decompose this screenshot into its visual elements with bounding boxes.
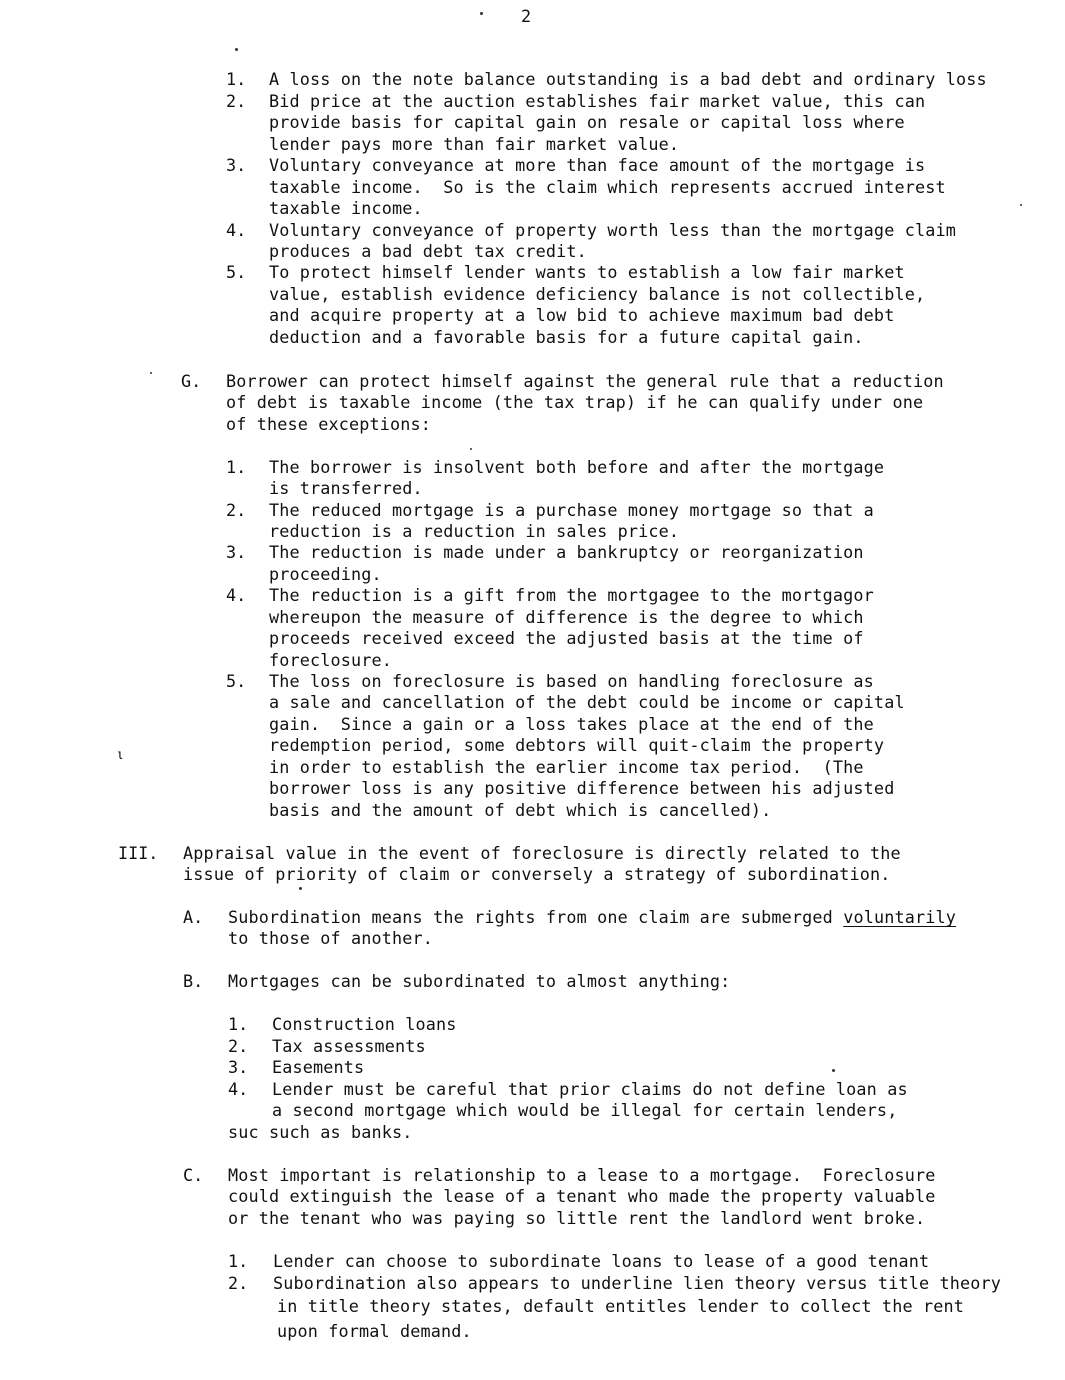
list-item-line: Easements	[272, 1057, 365, 1077]
paragraph-line: or the tenant who was paying so little rent the landlord went broke.	[228, 1208, 926, 1228]
list-item-number: 2.	[228, 1036, 249, 1056]
list-item-line: basis and the amount of debt which is cancelled).	[269, 800, 772, 820]
list-item-line: The reduced mortgage is a purchase money mortgage so that a	[269, 500, 874, 520]
scan-speck	[470, 448, 472, 450]
list-item-line: redemption period, some debtors will quit-claim the property	[269, 735, 885, 755]
list-item-number: 3.	[226, 542, 247, 562]
list-item-number: 3.	[228, 1057, 249, 1077]
list-item-line: The loss on foreclosure is based on handling foreclosure as	[269, 671, 874, 691]
list-item-number: 5.	[226, 262, 247, 282]
list-item-number: 2.	[226, 91, 247, 111]
section-letter: G.	[181, 371, 202, 391]
list-item-line: is transferred.	[269, 478, 423, 498]
list-item-number: 4.	[226, 220, 247, 240]
section-letter: A.	[183, 907, 204, 927]
list-item-line: The reduction is made under a bankruptcy or reorganization	[269, 542, 864, 562]
paragraph-line: Borrower can protect himself against the general rule that a reduction	[226, 371, 944, 391]
paragraph-text: Subordination means the rights from one claim are submerged	[228, 907, 844, 927]
underlined-word: voluntarily	[843, 907, 956, 927]
list-item-line: a sale and cancellation of the debt could be income or capital	[269, 692, 905, 712]
page-number: 2	[521, 6, 532, 26]
scan-speck	[832, 1069, 835, 1072]
list-item-line: reduction is a reduction in sales price.	[269, 521, 680, 541]
list-item-line: A loss on the note balance outstanding is a bad debt and ordinary loss	[269, 69, 987, 89]
scan-speck	[299, 887, 302, 890]
list-item-line: Subordination also appears to underline lien theory versus title theory	[273, 1273, 1001, 1293]
list-item-number: 4.	[228, 1079, 249, 1099]
list-item-line: Lender must be careful that prior claims do not define loan as	[272, 1079, 908, 1099]
paragraph-line: Most important is relationship to a lease to a mortgage. Foreclosure	[228, 1165, 936, 1185]
list-item-line: To protect himself lender wants to establish a low fair market	[269, 262, 905, 282]
list-item-number: 1.	[226, 457, 247, 477]
list-item-line: Bid price at the auction establishes fair market value, this can	[269, 91, 926, 111]
list-item-number: 1.	[228, 1251, 249, 1271]
list-item-line: proceeds received exceed the adjusted basis at the time of	[269, 628, 864, 648]
scan-speck	[150, 372, 152, 374]
list-item-line: suc such as banks.	[228, 1122, 413, 1142]
list-item-number: 1.	[226, 69, 247, 89]
list-item-line: value, establish evidence deficiency balance is not collectible,	[269, 284, 926, 304]
list-item-line: Construction loans	[272, 1014, 457, 1034]
list-item-line: The reduction is a gift from the mortgagee to the mortgagor	[269, 585, 874, 605]
list-item-line: in order to establish the earlier income tax period. (The	[269, 757, 864, 777]
list-item-line: Tax assessments	[272, 1036, 426, 1056]
list-item-line: lender pays more than fair market value.	[269, 134, 680, 154]
list-item-line: provide basis for capital gain on resale or capital loss where	[269, 112, 905, 132]
list-item-number: 1.	[228, 1014, 249, 1034]
list-item-number: 2.	[226, 500, 247, 520]
paragraph-line: Mortgages can be subordinated to almost anything:	[228, 971, 731, 991]
paragraph-line: Appraisal value in the event of foreclosure is directly related to the	[183, 843, 901, 863]
list-item-line: produces a bad debt tax credit.	[269, 241, 587, 261]
list-item-line: borrower loss is any positive difference between his adjusted	[269, 778, 895, 798]
list-item-line: whereupon the measure of difference is the degree to which	[269, 607, 864, 627]
paragraph-line: issue of priority of claim or conversely a strategy of subordination.	[183, 864, 891, 884]
paragraph-line: to those of another.	[228, 928, 434, 948]
scan-speck	[1020, 204, 1022, 206]
list-item-line: a second mortgage which would be illegal for certain lenders,	[272, 1100, 898, 1120]
paragraph-line: of these exceptions:	[226, 414, 432, 434]
scan-speck	[235, 48, 238, 51]
list-item-line: taxable income.	[269, 198, 423, 218]
list-item-line: foreclosure.	[269, 650, 393, 670]
paragraph-line	[228, 907, 956, 928]
scan-speck	[480, 12, 483, 15]
list-item-line: Voluntary conveyance at more than face amount of the mortgage is	[269, 155, 926, 175]
stray-mark: ι	[116, 748, 124, 763]
list-item-line: gain. Since a gain or a loss takes place at the end of the	[269, 714, 874, 734]
section-letter: B.	[183, 971, 204, 991]
paragraph-line: could extinguish the lease of a tenant who made the property valuable	[228, 1186, 936, 1206]
list-item-number: 2.	[228, 1273, 249, 1293]
section-numeral: III.	[118, 843, 159, 863]
list-item-line: and acquire property at a low bid to achieve maximum bad debt	[269, 305, 895, 325]
list-item-line: The borrower is insolvent both before and after the mortgage	[269, 457, 885, 477]
list-item-line: upon formal demand.	[277, 1321, 472, 1341]
section-letter: C.	[183, 1165, 204, 1185]
paragraph-line: of debt is taxable income (the tax trap) if he can qualify under one	[226, 392, 924, 412]
list-item-line: proceeding.	[269, 564, 382, 584]
list-item-number: 3.	[226, 155, 247, 175]
list-item-number: 4.	[226, 585, 247, 605]
list-item-line: in title theory states, default entitles lender to collect the rent	[277, 1296, 964, 1316]
list-item-line: Lender can choose to subordinate loans to lease of a good tenant	[273, 1251, 930, 1271]
list-item-number: 5.	[226, 671, 247, 691]
list-item-line: Voluntary conveyance of property worth less than the mortgage claim	[269, 220, 956, 240]
list-item-line: deduction and a favorable basis for a future capital gain.	[269, 327, 864, 347]
list-item-line: taxable income. So is the claim which represents accrued interest	[269, 177, 946, 197]
